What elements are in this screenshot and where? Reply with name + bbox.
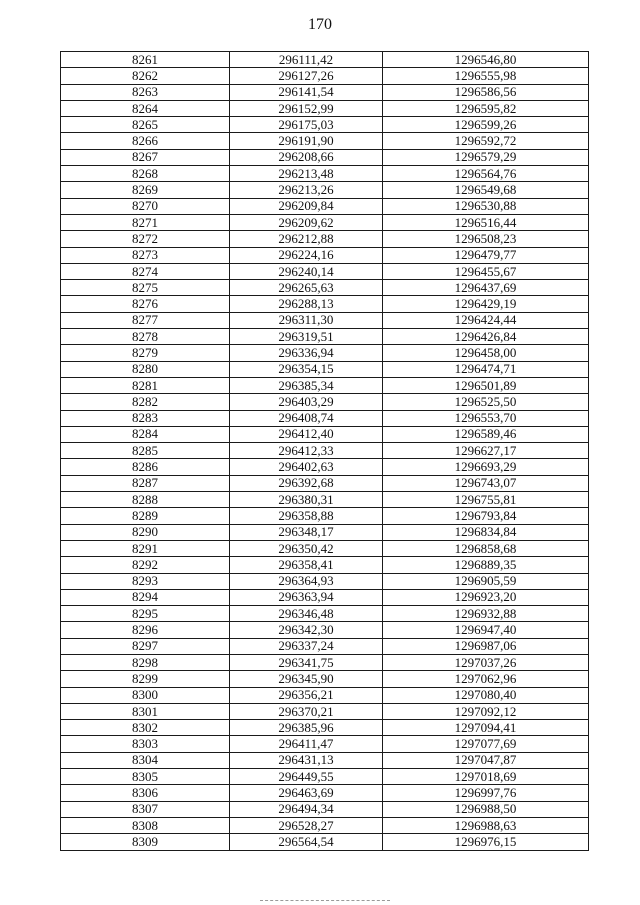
table-row — [61, 68, 589, 84]
point-number-cell: 8283 — [61, 410, 230, 426]
x-coordinate-cell: 296345,90 — [230, 671, 383, 687]
x-coordinate-cell: 296213,26 — [230, 182, 383, 198]
point-number-cell: 8275 — [61, 280, 230, 296]
y-coordinate-cell: 1296793,84 — [383, 508, 589, 524]
point-number-cell: 8305 — [61, 769, 230, 785]
point-number-cell: 8270 — [61, 198, 230, 214]
y-coordinate-cell: 1296586,56 — [383, 84, 589, 100]
y-coordinate-cell: 1296553,70 — [383, 410, 589, 426]
x-coordinate-cell: 296348,17 — [230, 524, 383, 540]
y-coordinate-cell: 1296905,59 — [383, 573, 589, 589]
y-coordinate-cell: 1296424,44 — [383, 312, 589, 328]
x-coordinate-cell: 296403,29 — [230, 394, 383, 410]
y-coordinate-cell: 1296627,17 — [383, 443, 589, 459]
y-coordinate-cell: 1296546,80 — [383, 52, 589, 68]
x-coordinate-cell: 296111,42 — [230, 52, 383, 68]
point-number-cell: 8300 — [61, 687, 230, 703]
point-number-cell: 8304 — [61, 752, 230, 768]
y-coordinate-cell: 1296579,29 — [383, 149, 589, 165]
table-row — [61, 84, 589, 100]
x-coordinate-cell: 296224,16 — [230, 247, 383, 263]
point-number-cell: 8306 — [61, 785, 230, 801]
y-coordinate-cell: 1296997,76 — [383, 785, 589, 801]
x-coordinate-cell: 296358,41 — [230, 557, 383, 573]
x-coordinate-cell: 296411,47 — [230, 736, 383, 752]
y-coordinate-cell: 1296429,19 — [383, 296, 589, 312]
table-row — [61, 182, 589, 198]
table-row — [61, 198, 589, 214]
y-coordinate-cell: 1296743,07 — [383, 475, 589, 491]
y-coordinate-cell: 1296508,23 — [383, 231, 589, 247]
table-row — [61, 149, 589, 165]
table-row — [61, 720, 589, 736]
y-coordinate-cell: 1296525,50 — [383, 394, 589, 410]
x-coordinate-cell: 296319,51 — [230, 329, 383, 345]
table-row — [61, 785, 589, 801]
point-number-cell: 8282 — [61, 394, 230, 410]
x-coordinate-cell: 296494,34 — [230, 801, 383, 817]
y-coordinate-cell: 1296858,68 — [383, 540, 589, 556]
point-number-cell: 8276 — [61, 296, 230, 312]
x-coordinate-cell: 296208,66 — [230, 149, 383, 165]
point-number-cell: 8302 — [61, 720, 230, 736]
point-number-cell: 8287 — [61, 475, 230, 491]
y-coordinate-cell: 1297092,12 — [383, 703, 589, 719]
y-coordinate-cell: 1296501,89 — [383, 377, 589, 393]
point-number-cell: 8295 — [61, 606, 230, 622]
table-row — [61, 329, 589, 345]
point-number-cell: 8308 — [61, 817, 230, 833]
table-row — [61, 671, 589, 687]
table-row — [61, 703, 589, 719]
x-coordinate-cell: 296408,74 — [230, 410, 383, 426]
table-row — [61, 801, 589, 817]
y-coordinate-cell: 1296595,82 — [383, 100, 589, 116]
point-number-cell: 8288 — [61, 492, 230, 508]
point-number-cell: 8294 — [61, 589, 230, 605]
table-row — [61, 540, 589, 556]
y-coordinate-cell: 1296599,26 — [383, 117, 589, 133]
point-number-cell: 8299 — [61, 671, 230, 687]
x-coordinate-cell: 296341,75 — [230, 654, 383, 670]
table-row — [61, 769, 589, 785]
table-row — [61, 377, 589, 393]
table-row — [61, 459, 589, 475]
coordinates-table — [60, 51, 589, 851]
x-coordinate-cell: 296392,68 — [230, 475, 383, 491]
x-coordinate-cell: 296354,15 — [230, 361, 383, 377]
x-coordinate-cell: 296346,48 — [230, 606, 383, 622]
x-coordinate-cell: 296350,42 — [230, 540, 383, 556]
point-number-cell: 8281 — [61, 377, 230, 393]
y-coordinate-cell: 1297018,69 — [383, 769, 589, 785]
point-number-cell: 8273 — [61, 247, 230, 263]
x-coordinate-cell: 296364,93 — [230, 573, 383, 589]
point-number-cell: 8307 — [61, 801, 230, 817]
point-number-cell: 8301 — [61, 703, 230, 719]
y-coordinate-cell: 1296549,68 — [383, 182, 589, 198]
point-number-cell: 8284 — [61, 426, 230, 442]
point-number-cell: 8297 — [61, 638, 230, 654]
x-coordinate-cell: 296152,99 — [230, 100, 383, 116]
point-number-cell: 8296 — [61, 622, 230, 638]
table-row — [61, 345, 589, 361]
x-coordinate-cell: 296385,96 — [230, 720, 383, 736]
y-coordinate-cell: 1296474,71 — [383, 361, 589, 377]
x-coordinate-cell: 296175,03 — [230, 117, 383, 133]
x-coordinate-cell: 296311,30 — [230, 312, 383, 328]
y-coordinate-cell: 1296755,81 — [383, 492, 589, 508]
y-coordinate-cell: 1296976,15 — [383, 834, 589, 850]
x-coordinate-cell: 296209,84 — [230, 198, 383, 214]
point-number-cell: 8278 — [61, 329, 230, 345]
point-number-cell: 8264 — [61, 100, 230, 116]
table-row — [61, 117, 589, 133]
table-row — [61, 817, 589, 833]
x-coordinate-cell: 296449,55 — [230, 769, 383, 785]
table-row — [61, 296, 589, 312]
table-row — [61, 475, 589, 491]
x-coordinate-cell: 296412,40 — [230, 426, 383, 442]
y-coordinate-cell: 1297062,96 — [383, 671, 589, 687]
x-coordinate-cell: 296212,88 — [230, 231, 383, 247]
table-row — [61, 214, 589, 230]
y-coordinate-cell: 1296834,84 — [383, 524, 589, 540]
point-number-cell: 8298 — [61, 654, 230, 670]
table-row — [61, 622, 589, 638]
y-coordinate-cell: 1296555,98 — [383, 68, 589, 84]
x-coordinate-cell: 296265,63 — [230, 280, 383, 296]
coordinates-table-body — [61, 52, 589, 851]
y-coordinate-cell: 1296458,00 — [383, 345, 589, 361]
point-number-cell: 8272 — [61, 231, 230, 247]
table-row — [61, 263, 589, 279]
y-coordinate-cell: 1296988,63 — [383, 817, 589, 833]
table-row — [61, 410, 589, 426]
y-coordinate-cell: 1297094,41 — [383, 720, 589, 736]
point-number-cell: 8309 — [61, 834, 230, 850]
x-coordinate-cell: 296127,26 — [230, 68, 383, 84]
point-number-cell: 8277 — [61, 312, 230, 328]
point-number-cell: 8262 — [61, 68, 230, 84]
table-row — [61, 426, 589, 442]
y-coordinate-cell: 1296988,50 — [383, 801, 589, 817]
point-number-cell: 8266 — [61, 133, 230, 149]
x-coordinate-cell: 296337,24 — [230, 638, 383, 654]
table-row — [61, 834, 589, 850]
point-number-cell: 8269 — [61, 182, 230, 198]
table-row — [61, 166, 589, 182]
point-number-cell: 8285 — [61, 443, 230, 459]
y-coordinate-cell: 1296592,72 — [383, 133, 589, 149]
point-number-cell: 8265 — [61, 117, 230, 133]
y-coordinate-cell: 1296889,35 — [383, 557, 589, 573]
point-number-cell: 8291 — [61, 540, 230, 556]
x-coordinate-cell: 296240,14 — [230, 263, 383, 279]
x-coordinate-cell: 296141,54 — [230, 84, 383, 100]
table-row — [61, 52, 589, 68]
point-number-cell: 8286 — [61, 459, 230, 475]
table-row — [61, 524, 589, 540]
table-row — [61, 443, 589, 459]
point-number-cell: 8293 — [61, 573, 230, 589]
table-row — [61, 231, 589, 247]
x-coordinate-cell: 296564,54 — [230, 834, 383, 850]
table-row — [61, 312, 589, 328]
x-coordinate-cell: 296402,63 — [230, 459, 383, 475]
y-coordinate-cell: 1296455,67 — [383, 263, 589, 279]
point-number-cell: 8261 — [61, 52, 230, 68]
table-row — [61, 280, 589, 296]
table-row — [61, 752, 589, 768]
x-coordinate-cell: 296528,27 — [230, 817, 383, 833]
table-row — [61, 508, 589, 524]
x-coordinate-cell: 296463,69 — [230, 785, 383, 801]
table-row — [61, 654, 589, 670]
x-coordinate-cell: 296363,94 — [230, 589, 383, 605]
table-row — [61, 557, 589, 573]
x-coordinate-cell: 296342,30 — [230, 622, 383, 638]
point-number-cell: 8274 — [61, 263, 230, 279]
table-row — [61, 589, 589, 605]
point-number-cell: 8303 — [61, 736, 230, 752]
table-row — [61, 133, 589, 149]
point-number-cell: 8263 — [61, 84, 230, 100]
y-coordinate-cell: 1296479,77 — [383, 247, 589, 263]
table-row — [61, 247, 589, 263]
point-number-cell: 8268 — [61, 166, 230, 182]
y-coordinate-cell: 1296437,69 — [383, 280, 589, 296]
x-coordinate-cell: 296358,88 — [230, 508, 383, 524]
y-coordinate-cell: 1296516,44 — [383, 214, 589, 230]
y-coordinate-cell: 1296589,46 — [383, 426, 589, 442]
x-coordinate-cell: 296385,34 — [230, 377, 383, 393]
y-coordinate-cell: 1296947,40 — [383, 622, 589, 638]
table-row — [61, 100, 589, 116]
point-number-cell: 8290 — [61, 524, 230, 540]
x-coordinate-cell: 296288,13 — [230, 296, 383, 312]
y-coordinate-cell: 1296426,84 — [383, 329, 589, 345]
point-number-cell: 8280 — [61, 361, 230, 377]
point-number-cell: 8271 — [61, 214, 230, 230]
y-coordinate-cell: 1296693,29 — [383, 459, 589, 475]
table-row — [61, 687, 589, 703]
x-coordinate-cell: 296191,90 — [230, 133, 383, 149]
table-row — [61, 361, 589, 377]
table-row — [61, 736, 589, 752]
table-row — [61, 638, 589, 654]
y-coordinate-cell: 1296564,76 — [383, 166, 589, 182]
x-coordinate-cell: 296380,31 — [230, 492, 383, 508]
x-coordinate-cell: 296431,13 — [230, 752, 383, 768]
y-coordinate-cell: 1296923,20 — [383, 589, 589, 605]
point-number-cell: 8267 — [61, 149, 230, 165]
point-number-cell: 8292 — [61, 557, 230, 573]
y-coordinate-cell: 1297047,87 — [383, 752, 589, 768]
x-coordinate-cell: 296336,94 — [230, 345, 383, 361]
y-coordinate-cell: 1296987,06 — [383, 638, 589, 654]
y-coordinate-cell: 1297077,69 — [383, 736, 589, 752]
x-coordinate-cell: 296370,21 — [230, 703, 383, 719]
y-coordinate-cell: 1296530,88 — [383, 198, 589, 214]
bottom-divider — [260, 900, 390, 901]
x-coordinate-cell: 296213,48 — [230, 166, 383, 182]
y-coordinate-cell: 1296932,88 — [383, 606, 589, 622]
table-row — [61, 573, 589, 589]
y-coordinate-cell: 1297080,40 — [383, 687, 589, 703]
table-row — [61, 606, 589, 622]
table-row — [61, 394, 589, 410]
page-number: 170 — [308, 16, 332, 33]
y-coordinate-cell: 1297037,26 — [383, 654, 589, 670]
table-row — [61, 492, 589, 508]
x-coordinate-cell: 296209,62 — [230, 214, 383, 230]
x-coordinate-cell: 296412,33 — [230, 443, 383, 459]
x-coordinate-cell: 296356,21 — [230, 687, 383, 703]
point-number-cell: 8289 — [61, 508, 230, 524]
point-number-cell: 8279 — [61, 345, 230, 361]
